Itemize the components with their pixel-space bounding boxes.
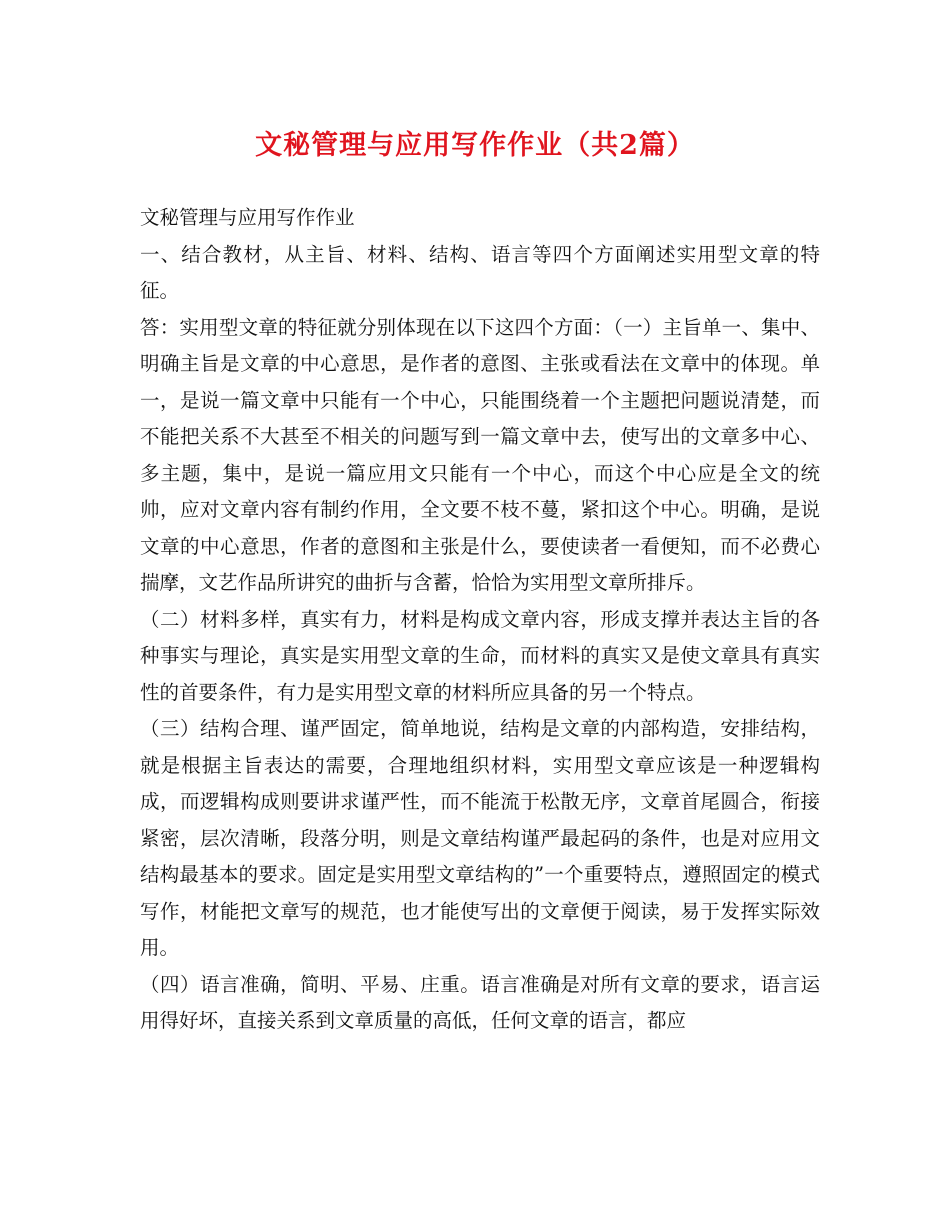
subtitle-paragraph: 文秘管理与应用写作作业 — [140, 206, 355, 229]
document-title: 文秘管理与应用写作作业（共2篇） — [255, 130, 695, 161]
answer-paragraph-2: （二）材料多样，真实有力，材料是构成文章内容，形成支撑并表达主旨的各种事实与理论，真实是实用型文章的生命，而材料的真实又是使文章具有真实性的首要条件，有力是实用型文章的材料所应具备的另一个特点。 — [140, 607, 820, 704]
question-paragraph: 一、结合教材，从主旨、材料、结构、语言等四个方面阐述实用型文章的特征。 — [140, 242, 820, 302]
answer-paragraph-4: （四）语言准确，简明、平易、庄重。语言准确是对所有文章的要求，语言运用得好坏，直接关系到文章质量的高低，任何文章的语言，都应 — [140, 972, 820, 1032]
answer-paragraph-1: 答：实用型文章的特征就分别体现在以下这四个方面：（一）主旨单一、集中、明确主旨是文章的中心意思，是作者的意图、主张或看法在文章中的体现。单一，是说一篇文章中只能有一个中心，只能围绕着一个主题把问题说清楚，而不能把关系不大甚至不相关的问题写到一篇文章中去，使写出的文章多中心、多主题，集中，是说一篇应用文只能有一个中心，而这个中心应是全文的统帅，应对文章内容有制约作用，全文要不枝不蔓，紧扣这个中心。明确，是说文章的中心意思，作者的意图和主张是什么，要使读者一看便知，而不必费心揣摩，文艺作品所讲究的曲折与含蓄，恰恰为实用型文章所排斥。 — [140, 315, 820, 594]
answer-paragraph-3: （三）结构合理、谨严固定，简单地说，结构是文章的内部构造，安排结构，就是根据主旨表达的需要，合理地组织材料，实用型文章应该是一种逻辑构成，而逻辑构成则要讲求谨严性，而不能流于松散无序，文章首尾圆合，衔接紧密，层次清晰，段落分明，则是文章结构谨严最起码的条件，也是对应用文结构最基本的要求。固定是实用型文章结构的”一个重要特点，遵照固定的模式写作，材能把文章写的规范，也才能使写出的文章便于阅读，易于发挥实际效用。 — [140, 717, 820, 959]
document-body — [140, 200, 820, 1040]
